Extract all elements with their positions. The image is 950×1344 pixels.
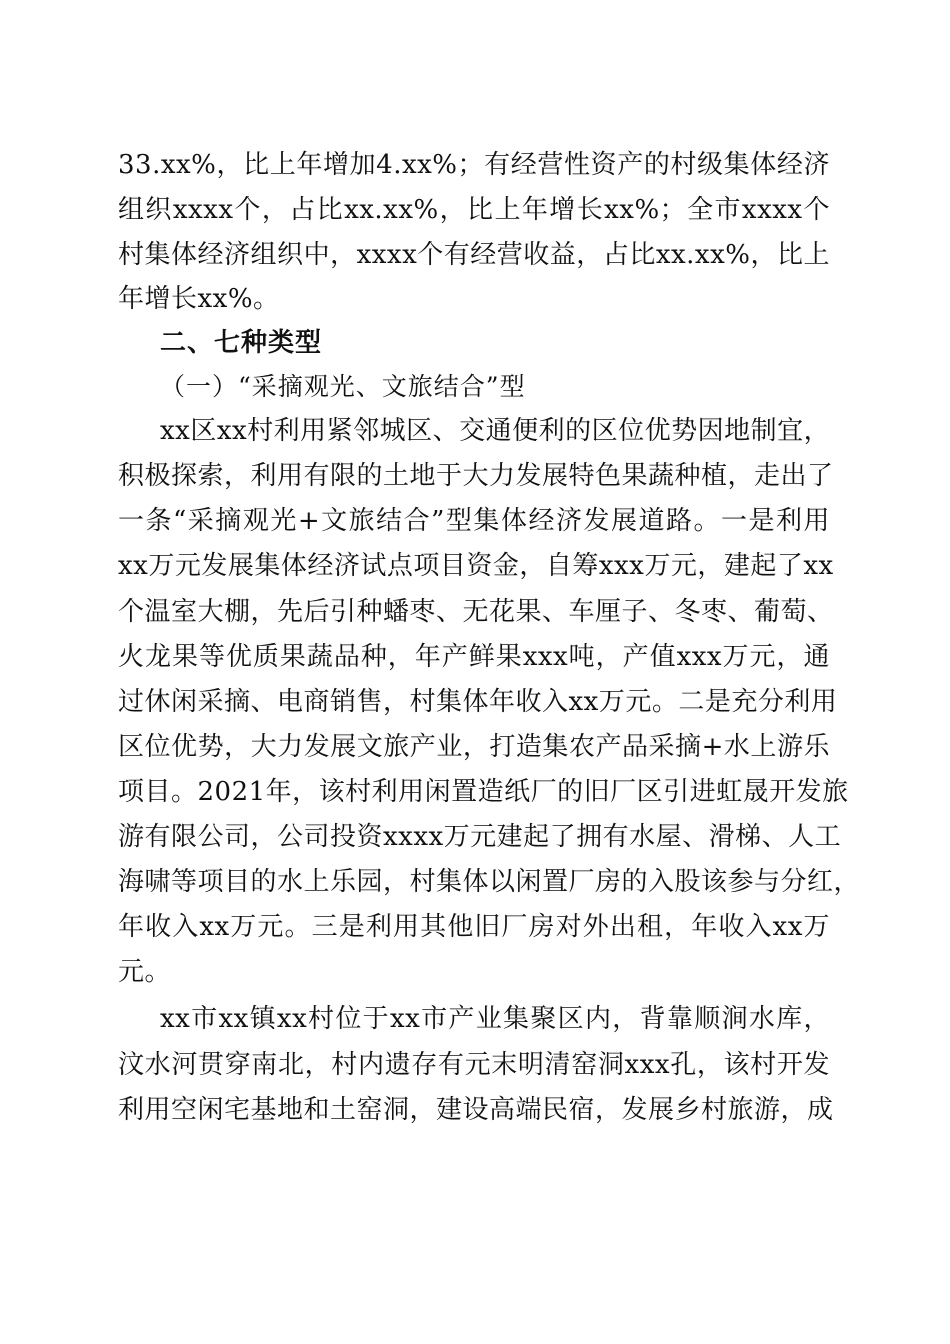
paragraph-line: 项目。2021年，该村利用闲置造纸厂的旧厂区引进虹晟开发旅 xyxy=(118,777,849,807)
paragraph-line: 村集体经济组织中，xxxx个有经营收益，占比xx.xx%，比上 xyxy=(118,240,830,270)
paragraph-line: 元。 xyxy=(118,957,172,987)
paragraph-line: 个温室大棚，先后引种蟠枣、无花果、车厘子、冬枣、葡萄、 xyxy=(118,597,834,627)
paragraph-line: 火龙果等优质果蔬品种，年产鲜果xxx吨，产值xxx万元，通 xyxy=(118,642,830,672)
paragraph-line: 过休闲采摘、电商销售，村集体年收入xx万元。二是充分利用 xyxy=(118,687,838,717)
paragraph-line: xx市xx镇xx村位于xx市产业集聚区内，背靠顺涧水库， xyxy=(160,1004,830,1034)
paragraph-line: xx区xx村利用紧邻城区、交通便利的区位优势因地制宜， xyxy=(160,416,831,446)
paragraph-line: 积极探索，利用有限的土地于大力发展特色果蔬种植，走出了 xyxy=(118,461,834,491)
paragraph-line: 年增长xx%。 xyxy=(118,284,280,314)
section-heading: 二、七种类型 xyxy=(160,328,323,358)
paragraph-line: 海啸等项目的水上乐园，村集体以闲置厂房的入股该参与分红， xyxy=(118,867,861,897)
paragraph-line: xx万元发展集体经济试点项目资金，自筹xxx万元，建起了xx xyxy=(118,551,834,581)
paragraph-line: 汶水河贯穿南北，村内遗存有元末明清窑洞xxx孔，该村开发 xyxy=(118,1050,830,1080)
paragraph-line: 区位优势，大力发展文旅产业，打造集农产品采摘+水上游乐 xyxy=(118,732,830,762)
paragraph-line: 年收入xx万元。三是利用其他旧厂房对外出租，年收入xx万 xyxy=(118,912,830,942)
paragraph-line: 利用空闲宅基地和土窑洞，建设高端民宿，发展乡村旅游，成 xyxy=(118,1095,834,1125)
paragraph-line: 一条“采摘观光+文旅结合”型集体经济发展道路。一是利用 xyxy=(118,506,830,536)
paragraph-line: 33.xx%，比上年增加4.xx%；有经营性资产的村级集体经济 xyxy=(118,150,830,180)
subsection-heading: （一）“采摘观光、文旅结合”型 xyxy=(160,372,526,401)
paragraph-line: 游有限公司，公司投资xxxx万元建起了拥有水屋、滑梯、人工 xyxy=(118,822,842,852)
paragraph-line: 组织xxxx个，占比xx.xx%，比上年增长xx%；全市xxxx个 xyxy=(118,195,830,225)
